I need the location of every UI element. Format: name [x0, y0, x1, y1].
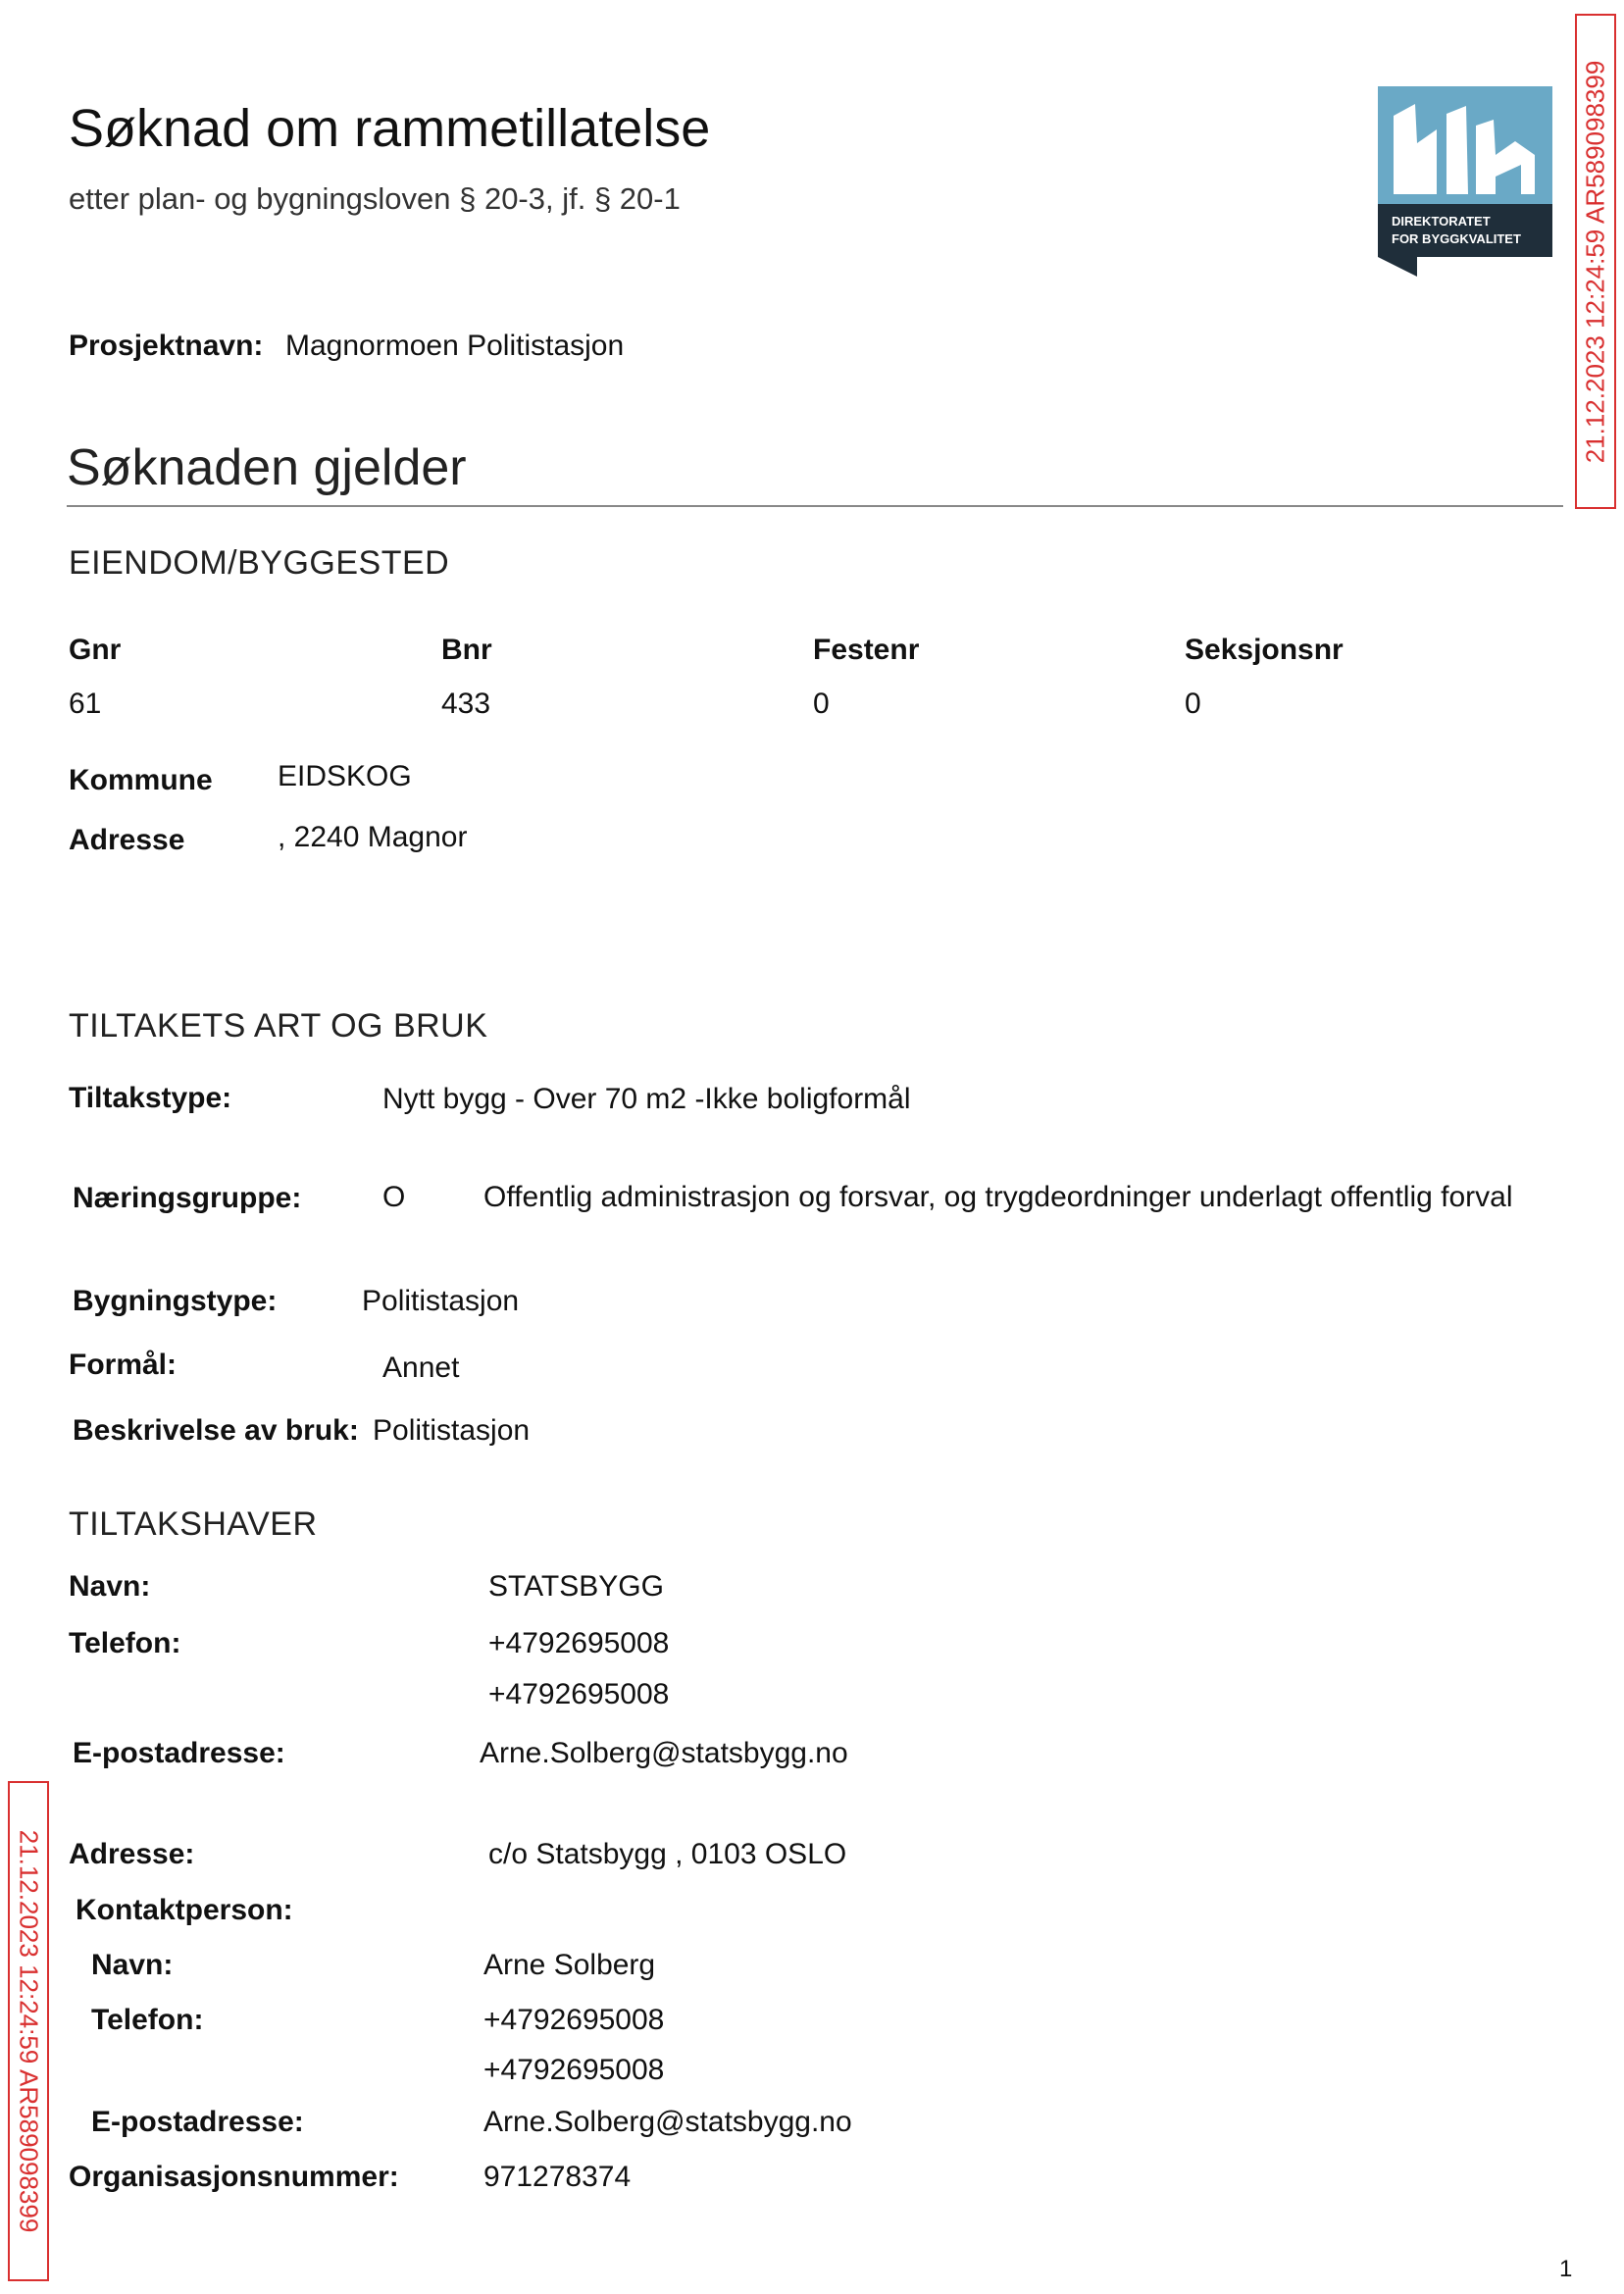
value-gnr: 61	[69, 688, 102, 720]
column-header-festenr: Festenr	[813, 634, 920, 666]
epost-label: E-postadresse:	[73, 1737, 285, 1769]
kontaktperson-label: Kontaktperson:	[76, 1894, 293, 1926]
project-value: Magnormoen Politistasjon	[285, 330, 625, 362]
naeringsgruppe-value: Offentlig administrasjon og forsvar, og trygdeordninger underlagt offentlig forval	[483, 1181, 1513, 1213]
tiltakstype-label: Tiltakstype:	[69, 1082, 232, 1114]
adresse-label: Adresse	[69, 824, 185, 856]
document-title: Søknad om rammetillatelse	[69, 99, 711, 158]
kontakt-navn-value: Arne Solberg	[483, 1949, 656, 1981]
section-title: Søknaden gjelder	[67, 439, 467, 496]
tiltakshaver-heading: TILTAKSHAVER	[69, 1505, 318, 1543]
timestamp-stamp-right	[1575, 14, 1616, 509]
orgnr-value: 971278374	[483, 2161, 632, 2193]
tiltakshaver-adresse-label: Adresse:	[69, 1838, 195, 1870]
property-heading: EIENDOM/BYGGESTED	[69, 544, 450, 582]
kommune-value: EIDSKOG	[278, 760, 412, 792]
document-subtitle: etter plan- og bygningsloven § 20-3, jf. § 20-1	[69, 181, 681, 216]
adresse-value: , 2240 Magnor	[278, 821, 468, 853]
telefon-value-1: +4792695008	[488, 1627, 670, 1659]
telefon-label: Telefon:	[69, 1627, 181, 1659]
value-bnr: 433	[441, 688, 491, 720]
kontakt-telefon-value-2: +4792695008	[483, 2054, 665, 2086]
naeringsgruppe-code: O	[382, 1181, 406, 1213]
beskrivelse-value: Politistasjon	[373, 1414, 531, 1447]
formal-label: Formål:	[69, 1349, 178, 1381]
navn-value: STATSBYGG	[488, 1570, 664, 1603]
logo-text-line1: DIREKTORATET	[1392, 214, 1491, 229]
telefon-value-2: +4792695008	[488, 1678, 670, 1710]
navn-label: Navn:	[69, 1570, 151, 1603]
kontakt-epost-value: Arne.Solberg@statsbygg.no	[483, 2106, 852, 2138]
tiltakshaver-adresse-value: c/o Statsbygg , 0103 OSLO	[488, 1838, 847, 1870]
column-header-seksjonsnr: Seksjonsnr	[1185, 634, 1344, 666]
naeringsgruppe-label: Næringsgruppe:	[73, 1182, 302, 1214]
value-festenr: 0	[813, 688, 830, 720]
formal-value: Annet	[382, 1351, 460, 1384]
value-seksjonsnr: 0	[1185, 688, 1201, 720]
kontakt-telefon-value-1: +4792695008	[483, 2004, 665, 2036]
stamp-text: 21.12.2023 12:24:59 AR589098399	[14, 1829, 44, 2233]
tiltak-heading: TILTAKETS ART OG BRUK	[69, 1007, 488, 1045]
orgnr-label: Organisasjonsnummer:	[69, 2161, 399, 2193]
tiltakstype-value: Nytt bygg - Over 70 m2 -Ikke boligformål	[382, 1083, 911, 1115]
section-divider	[67, 505, 1563, 507]
dibk-logo	[1378, 86, 1552, 277]
logo-text-line2: FOR BYGGKVALITET	[1392, 231, 1521, 246]
timestamp-stamp-left	[8, 1781, 49, 2281]
beskrivelse-label: Beskrivelse av bruk:	[73, 1414, 359, 1447]
kommune-label: Kommune	[69, 764, 213, 796]
column-header-bnr: Bnr	[441, 634, 492, 666]
epost-value: Arne.Solberg@statsbygg.no	[480, 1737, 848, 1769]
kontakt-epost-label: E-postadresse:	[91, 2106, 304, 2138]
kontakt-navn-label: Navn:	[91, 1949, 174, 1981]
stamp-text: 21.12.2023 12:24:59 AR589098399	[1580, 60, 1610, 463]
bygningstype-label: Bygningstype:	[73, 1285, 278, 1317]
project-label: Prosjektnavn:	[69, 330, 264, 362]
bygningstype-value: Politistasjon	[362, 1285, 520, 1317]
kontakt-telefon-label: Telefon:	[91, 2004, 204, 2036]
page-number: 1	[1559, 2256, 1573, 2282]
column-header-gnr: Gnr	[69, 634, 122, 666]
